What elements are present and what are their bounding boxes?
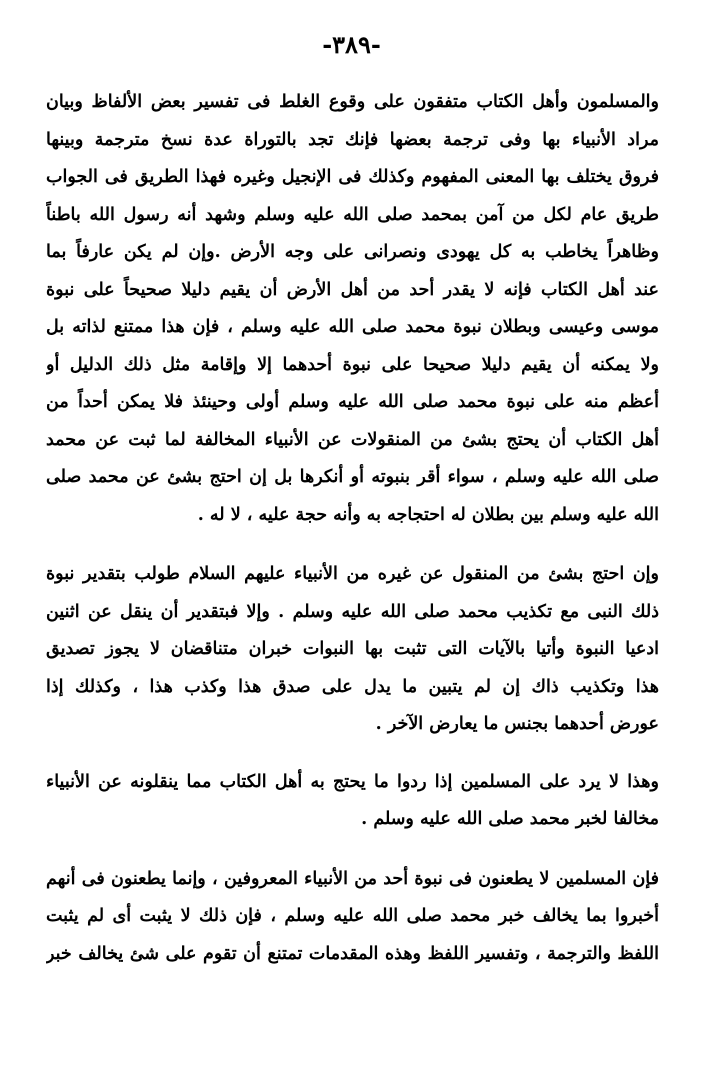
text-line: فروق يختلف بها المعنى المفهوم وكذلك فى الإنجيل وغيره فهذا الطريق فى الجواب (46, 167, 659, 187)
text-line: وظاهراً يخاطب به كل يهودى ونصرانى على وجه الأرض .وإن لم يكن عارفاً بما (46, 242, 659, 262)
text-line: وهذا لا يرد على المسلمين إذا ردوا ما يحتج به أهل الكتاب مما ينقلونه عن الأنبياء (46, 771, 659, 792)
body-text (46, 84, 659, 973)
text-line: موسى وعيسى وبطلان نبوة محمد صلى الله عليه وسلم ، فإن هذا ممتنع لذاته بل (46, 317, 659, 337)
text-line: عند أهل الكتاب فإنه لا يقدر أحد من أهل الأرض أن يقيم دليلا صحيحاً على نبوة (46, 279, 659, 300)
text-line: أهل الكتاب أن يحتج بشئ من المنقولات عن الأنبياء المخالفة لما ثبت عن محمد (46, 429, 659, 450)
text-line: عورض أحدهما بجنس ما يعارض الآخر . (375, 714, 659, 734)
text-line: صلى الله عليه وسلم ، سواء أقر بنبوته أو أنكرها بل إن احتج بشئ عن محمد صلى (46, 467, 659, 487)
text-line: والمسلمون وأهل الكتاب متفقون على وقوع الغلط فى تفسير بعض الألفاظ وبيان (46, 92, 659, 112)
text-line: الله عليه وسلم بين بطلان له احتجاجه به وأنه حجة عليه ، لا له . (197, 504, 659, 525)
text-line: مخالفا لخبر محمد صلى الله عليه وسلم . (361, 809, 659, 829)
text-line: فإن المسلمين لا يطعنون فى نبوة أحد من الأنبياء المعروفين ، وإنما يطعنون فى أنهم (46, 868, 659, 889)
text-line: هذا وتكذيب ذاك إن لم يتبين ما يدل على صدق هذا وكذب هذا ، وكذلك إذا (46, 676, 659, 697)
page-number: -٣٨٩- (322, 30, 381, 59)
text-line: أعظم منه على نبوة محمد صلى الله عليه وسلم أولى وحينئذ فلا يمكن أحداً من (46, 392, 659, 412)
paragraph-4 (46, 861, 659, 974)
text-line: وإن احتج بشئ من المنقول عن غيره من الأنبياء عليهم السلام طولب بتقدير نبوة (46, 564, 659, 584)
text-line: ولا يمكنه أن يقيم دليلا صحيحا على نبوة أحدهما إلا وإقامة مثل ذلك الدليل أو (46, 354, 659, 375)
text-line: ادعيا النبوة وأتيا بالآيات التى تثبت بها النبوات خبران متناقضان لا يجوز تصديق (46, 639, 659, 659)
paragraph-1 (46, 84, 659, 534)
text-line: مراد الأنبياء بها وفى ترجمة بعضها فإنك تجد بالتوراة عدة نسخ مترجمة وبينها (46, 129, 659, 150)
paragraph-3 (46, 764, 659, 839)
text-line: اللفظ والترجمة ، وتفسير اللفظ وهذه المقدمات تمتنع أن تقوم على شئ يخالف خبر (46, 943, 659, 964)
text-line: ذلك النبى مع تكذيب محمد صلى الله عليه وسلم . وإلا فبتقدير أن ينقل عن اثنين (46, 601, 659, 622)
paragraph-2 (46, 556, 659, 744)
text-line: أخبروا بما يخالف خبر محمد صلى الله عليه وسلم ، فإن ذلك لا يثبت أى لم يثبت (46, 906, 659, 926)
text-line: طريق عام لكل من آمن بمحمد صلى الله عليه وسلم وشهد أنه رسول الله باطناً (46, 204, 659, 225)
